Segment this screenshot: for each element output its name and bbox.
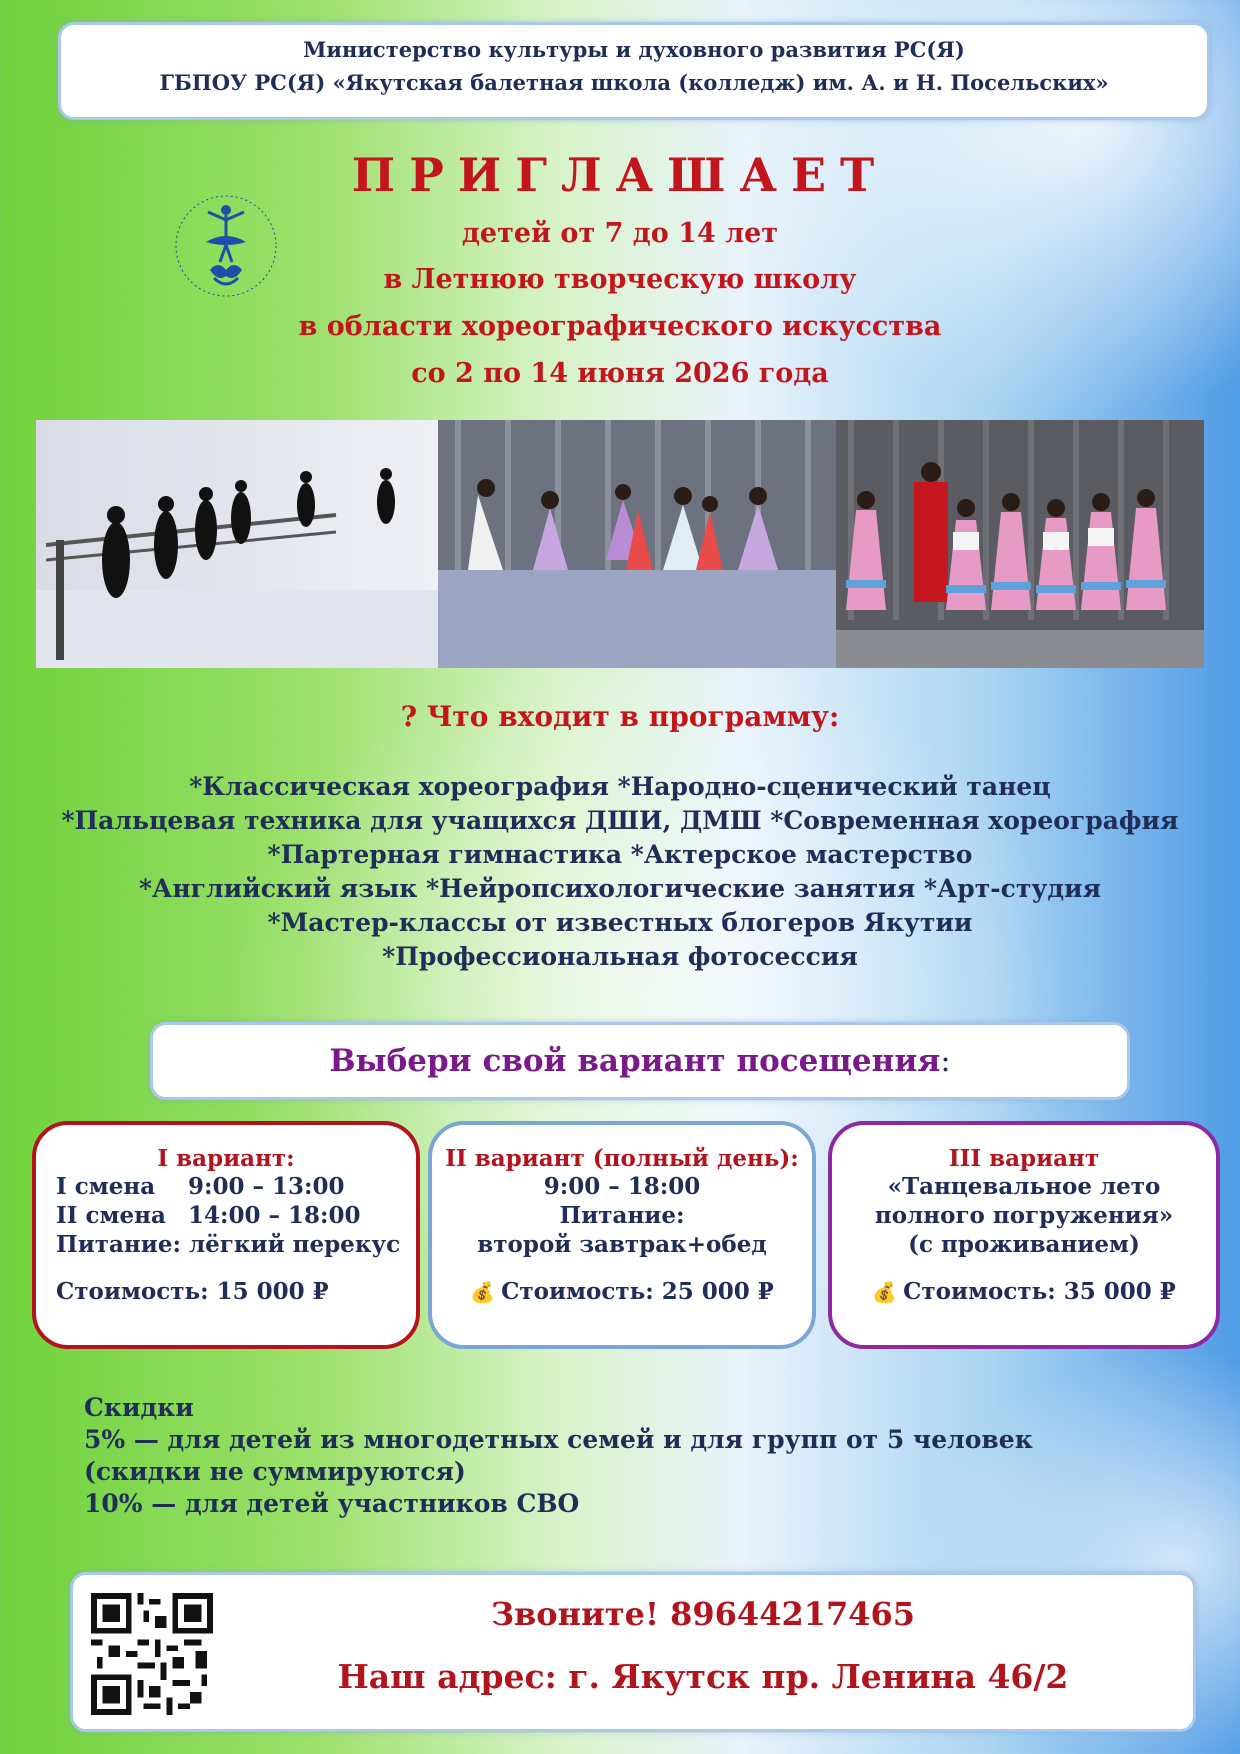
variant-2-cost: Стоимость: 25 000 ₽ — [501, 1278, 774, 1305]
shift-2-label: II смена — [56, 1202, 166, 1229]
address: Наш адрес: г. Якутск пр. Ленина 46/2 — [337, 1657, 1069, 1696]
variant-2-food: второй завтрак+обед — [477, 1231, 767, 1258]
program-item: *Пальцевая техника для учащихся ДШИ, ДМШ *Современная хореография — [61, 806, 1179, 835]
shift-1-label: I смена — [56, 1173, 156, 1200]
ballet-barre-class-photo — [36, 420, 438, 668]
variant-2-time: 9:00 – 18:00 — [543, 1173, 701, 1200]
program-item: *Мастер-классы от известных блогеров Якутии — [267, 908, 973, 937]
program-item: *Английский язык *Нейропсихологические занятия *Арт-студия — [138, 874, 1102, 903]
discount-line: 5% — для детей из многодетных семей и для групп от 5 человек — [84, 1425, 1033, 1454]
discounts-block — [84, 1392, 1033, 1520]
invite-school: в Летнюю творческую школу — [383, 264, 857, 295]
variant-3-card — [828, 1121, 1220, 1349]
header-box — [58, 22, 1210, 120]
variant-1-title: I вариант: — [157, 1145, 295, 1172]
invite-dates: со 2 по 14 июня 2026 года — [411, 358, 829, 389]
variant-1-food: Питание: лёгкий перекус — [56, 1231, 401, 1258]
ministry-name: Министерство культуры и духовного развития РС(Я) — [303, 37, 965, 62]
choose-variant-colon: : — [940, 1043, 951, 1079]
choose-variant-text: Выбери свой вариант посещения — [329, 1043, 941, 1079]
variant-2-title: II вариант (полный день): — [445, 1145, 799, 1172]
shift-1-time: 9:00 – 13:00 — [188, 1173, 345, 1200]
variant-3-name-line1: «Танцевальное лето — [887, 1173, 1161, 1200]
variant-1-cost: Стоимость: 15 000 ₽ — [56, 1278, 329, 1305]
program-item: *Профессиональная фотосессия — [382, 942, 858, 971]
program-question: ? Что входит в программу: — [400, 700, 840, 733]
variant-3-note: (с проживанием) — [908, 1231, 1140, 1258]
variant-3-name-line2: полного погружения» — [874, 1202, 1174, 1229]
variant-2-card — [428, 1121, 816, 1349]
program-item: *Классическая хореография *Народно-сценический танец — [189, 772, 1051, 801]
school-name: ГБПОУ РС(Я) «Якутская балетная школа (колледж) им. А. и Н. Посельских» — [159, 70, 1109, 95]
variant-1-card — [32, 1121, 420, 1349]
invite-title: ПРИГЛАШАЕТ — [351, 148, 889, 202]
choose-variant-banner — [150, 1022, 1130, 1100]
group-costumes-photo — [836, 420, 1204, 668]
shift-2-time: 14:00 – 18:00 — [188, 1202, 361, 1229]
money-bag-icon: 💰 — [470, 1280, 496, 1304]
photo-strip — [36, 420, 1204, 668]
program-list — [0, 770, 1240, 974]
dancers-stage-photo — [438, 420, 836, 668]
phone-number: Звоните! 89644217465 — [490, 1595, 916, 1633]
contacts-box — [70, 1572, 1196, 1732]
invite-field: в области хореографического искусства — [298, 311, 942, 342]
discount-line: 10% — для детей участников СВО — [84, 1489, 580, 1518]
invite-age: детей от 7 до 14 лет — [461, 218, 779, 249]
discounts-title: Скидки — [84, 1393, 194, 1422]
variant-2-food-label: Питание: — [559, 1202, 685, 1229]
variant-3-title: III вариант — [948, 1145, 1100, 1172]
variant-3-cost: Стоимость: 35 000 ₽ — [903, 1278, 1176, 1305]
money-bag-icon: 💰 — [872, 1280, 898, 1304]
discount-note: (скидки не суммируются) — [84, 1457, 466, 1486]
program-item: *Партерная гимнастика *Актерское мастерство — [267, 840, 973, 869]
